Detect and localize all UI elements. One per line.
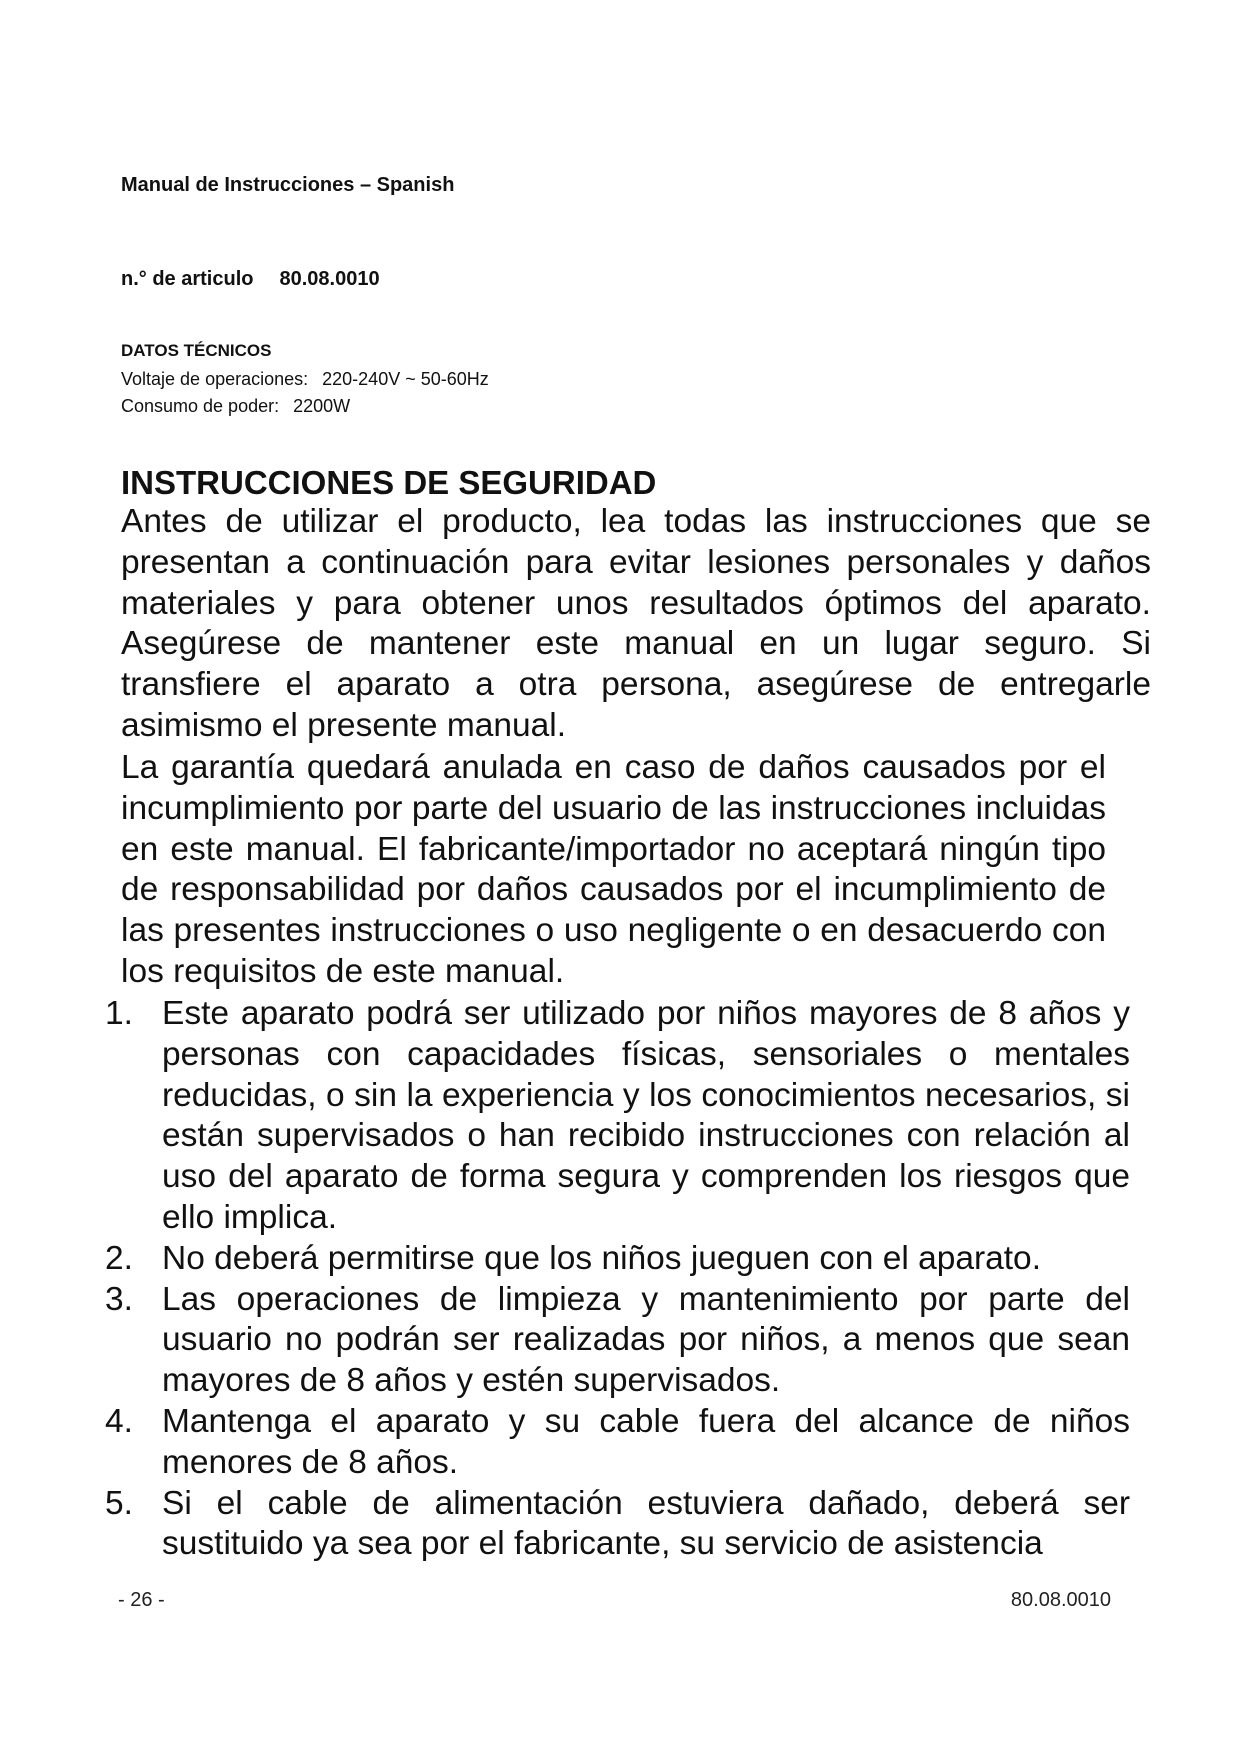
list-item (100, 1280, 1130, 1402)
voltage-row (121, 366, 489, 392)
list-item (100, 1484, 1130, 1566)
list-item-number: 4. (105, 1402, 133, 1440)
list-item-text: Este aparato podrá ser utilizado por niños mayores de 8 años y personas con capacidades físicas, sensoriales o mentales reducidas, o sin la experiencia y los conocimientos necesarios, si están supervisados o han recibido instrucciones con relación al uso del aparato de forma segura y comprenden los riesgos que ello implica. (162, 995, 1130, 1236)
list-item-text: Si el cable de alimentación estuviera dañado, deberá ser sustituido ya sea por el fabricante, su servicio de asistencia (162, 1484, 1130, 1563)
list-item-number: 5. (105, 1484, 133, 1522)
list-item-number: 3. (105, 1280, 133, 1318)
list-item (100, 1402, 1130, 1484)
footer-article-code: 80.08.0010 (1010, 1589, 1111, 1611)
safety-instructions-list (100, 994, 1130, 1565)
manual-title: Manual de Instrucciones – Spanish (121, 174, 455, 196)
power-value: 2200W (293, 396, 351, 416)
list-item (100, 1239, 1130, 1280)
list-item-text: Las operaciones de limpieza y mantenimiento por parte del usuario no podrán ser realizadas por niños, a menos que sean mayores de 8 años y estén supervisados. (162, 1280, 1130, 1400)
list-item-number: 1. (105, 995, 133, 1032)
warranty-paragraph: La garantía quedará anulada en caso de daños causados por el incumplimiento por parte del usuario de las instrucciones incluidas en este manual. El fabricante/importador no aceptará ningún tipo de responsabilidad por daños causados por el incumplimiento de las presentes instrucciones o uso negligente o en desacuerdo con los requisitos de este manual. (121, 749, 1106, 990)
technical-data-title: DATOS TÉCNICOS (121, 341, 272, 360)
voltage-value: 220-240V ~ 50-60Hz (322, 369, 489, 389)
footer-page-number: - 26 - (118, 1589, 165, 1611)
list-item-text: Mantenga el aparato y su cable fuera del alcance de niños menores de 8 años. (162, 1402, 1130, 1481)
list-item-number: 2. (105, 1239, 133, 1277)
list-item (100, 994, 1130, 1239)
article-number-row (121, 266, 380, 292)
safety-section-title: INSTRUCCIONES DE SEGURIDAD (121, 464, 657, 501)
list-item-text: No deberá permitirse que los niños jueguen con el aparato. (162, 1239, 1041, 1277)
voltage-label: Voltaje de operaciones: (121, 369, 309, 389)
power-label: Consumo de poder: (121, 396, 280, 416)
intro-paragraph: Antes de utilizar el producto, lea todas las instrucciones que se presentan a continuación para evitar lesiones personales y daños materiales y para obtener unos resultados óptimos del aparato. Asegúrese de mantener este manual en un lugar seguro. Si transfiere el aparato a otra persona, asegúrese de entregarle asimismo el presente manual. (121, 503, 1151, 744)
article-number: 80.08.0010 (279, 268, 380, 290)
article-label: n.° de articulo (121, 268, 254, 290)
power-row (121, 393, 350, 419)
